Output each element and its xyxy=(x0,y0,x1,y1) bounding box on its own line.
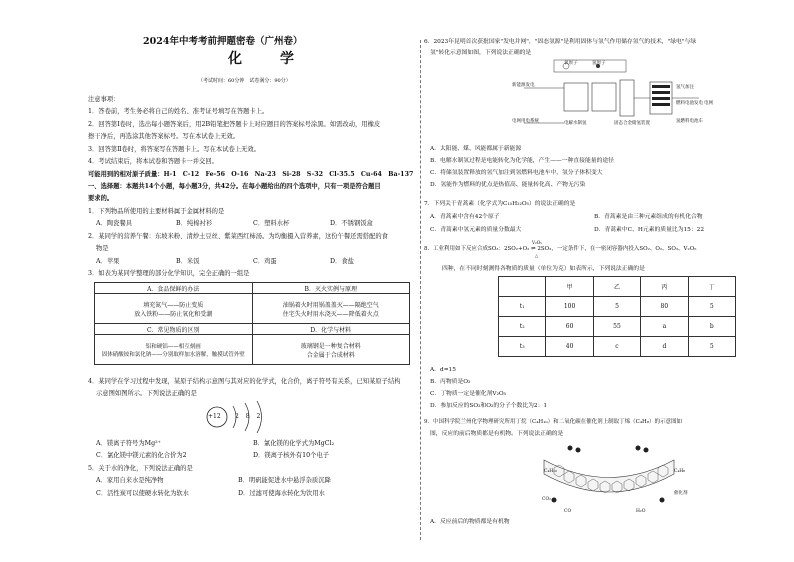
table-row xyxy=(499,337,736,357)
q8-cell: t₂ xyxy=(499,317,546,337)
q8-catalyst: V₂O₅ xyxy=(532,240,542,245)
q2-option-b: B．米饭 xyxy=(176,258,200,265)
q8-cell: b xyxy=(688,317,735,337)
q8-head-yi: 乙 xyxy=(593,277,640,297)
q4-stem-1: 4．某同学在学习过程中发现，某原子结构示意图与其对应的化学式，化合价，离子符号有关系，已知某原子结构 xyxy=(88,378,401,385)
q8-cell: 60 xyxy=(546,317,593,337)
label-butane: C₄H₁₀ xyxy=(544,469,557,474)
q3-cell-d-body: 玻璃钢是一种复合材料 合金属于合成材料 xyxy=(252,335,410,365)
label-electrolysis: 电解水制氢 xyxy=(564,121,587,126)
q8-cell: 5 xyxy=(688,337,735,357)
note-3: 3．回答第Ⅱ卷时，将答案写在答题卡上。写在本试卷上无效。 xyxy=(88,146,261,153)
q3-cell-d-head: D．化学与材料 xyxy=(252,324,410,335)
q6-option-b: B．电解水制氢过程是电能转化为化学能，产生——一种直接能量的途径 xyxy=(430,158,614,164)
q3-cell-a-body: 填充氮气——防止变质 放入铁粉——防止氧化和受潮 xyxy=(95,294,253,324)
legend-hydrogen-atom: 氢原子 xyxy=(592,61,606,66)
note-4: 4．考试结束后，将本试卷和答题卡一并交回。 xyxy=(88,158,218,165)
right-column xyxy=(424,0,754,562)
q8-option-c: C．丁物质一定是催化剂V₂O₅ xyxy=(430,391,506,397)
q2-stem-2: 物是 xyxy=(96,245,109,252)
q2-stem-1: 2．某同学的营养午餐：东坡米粉、清炒土豆丝、紫菜西红柿汤。为均衡摄入营养素，这份午餐还需搭配的食 xyxy=(88,233,388,240)
q3-cell-c-body: 铝和硬铝——相互刻画 固体硝酸铵和氯化钠——分别取样加水溶解，触摸试管外壁 xyxy=(95,335,253,365)
table-row xyxy=(499,297,736,317)
q6-option-a: A．太阳能、煤、风能都属于新能源 xyxy=(430,146,522,152)
atom-shells: 2 8 2 xyxy=(235,413,261,420)
label-renewable-power: 新能源发电 xyxy=(512,83,535,88)
label-hydrogen-storage: 固态合金储氢装置 xyxy=(614,121,650,126)
q5-option-d: D．过滤可使海水转化为饮用水 xyxy=(238,490,325,497)
q8-stem-1: 8．工业利用如下反应合成SO₃：2SO₂+O₂ ⇌ 2SO₃，一定条件下，在一密闭容器内投入SO₂、O₂、SO₃、V₂O₅ xyxy=(424,246,697,252)
q1-stem: 1．下列物品所使用的主要材料属于金属材料的是 xyxy=(88,208,225,215)
q3-cell-b-body: 油锅着火时用锅盖盖灭——隔绝空气 住宅失火时用水浇灭——降低着火点 xyxy=(252,294,410,324)
label-fuel-cell-power: 燃料电池发电 xyxy=(676,101,703,106)
q7-option-c: C．青蒿素中氢元素的质量分数最大 xyxy=(430,227,522,233)
section-1-line2: 要求的。 xyxy=(88,195,114,202)
q8-head-bing: 丙 xyxy=(641,277,688,297)
left-column xyxy=(88,0,416,562)
q8-head-ding: 丁 xyxy=(688,277,735,297)
note-1: 1．答卷前，考生务必将自己的姓名、准考证号填写在答题卡上。 xyxy=(88,108,269,115)
label-grid-usage: 电网用电系统 xyxy=(512,119,539,124)
q7-option-a: A．青蒿素中含有42个原子 xyxy=(430,214,500,220)
q8-cell: 80 xyxy=(641,297,688,317)
q5-option-c: C．活性炭可以使硬水转化为软水 xyxy=(96,490,189,497)
label-fuel-cell-car: 氢燃料电池车 xyxy=(676,119,703,124)
q8-cell: a xyxy=(641,317,688,337)
q9-option-a: A．反应前后的物质都是有机物 xyxy=(430,519,510,525)
q9-stem-1: 9．中国科学院兰州化学物理研究所用丁烷（C₄H₁₀）和二氧化碳在催化剂上制取丁烯（C₄H₈）的示意图如 xyxy=(424,419,683,425)
q4-stem-2: 示意图如图所示。下列说法正确的是 xyxy=(96,390,197,397)
q8-cell: 40 xyxy=(546,337,593,357)
q6-stem-1: 6．2023年昆明首次获批国家"发电并网"，"固态氢源"是利用固体与氢气作用储存氢气的技术，"绿电"与绿 xyxy=(424,39,697,45)
label-butene: C₄H₈ xyxy=(674,469,685,474)
note-2: 2．回答第Ⅰ卷时，选出每小题答案后，用2B铅笔把答题卡上对应题目的答案标号涂黑。如需改动，用橡皮 xyxy=(88,121,381,128)
q8-cell: t₃ xyxy=(499,337,546,357)
q6-option-c: C．将储氢装置释放的氢气加注到氢燃料电池车中，氢分子体积变大 xyxy=(430,170,603,176)
exam-info: （考试时间：60分钟 试卷满分：90分） xyxy=(198,78,291,84)
q2-option-a: A．苹果 xyxy=(96,258,120,265)
section-1-line1: 一、选择题：本题共14个小题，每小题3分，共42分。在每小题给出的四个选项中，只有一项是符合题目 xyxy=(88,183,381,190)
table-row xyxy=(499,317,736,337)
q4-option-c: C．氯化镁中镁元素的化合价为2 xyxy=(96,452,187,459)
q8-mass-table xyxy=(498,276,736,357)
label-grid: 电网 xyxy=(704,101,713,106)
q5-option-b: B．明矾能促进水中悬浮杂质沉降 xyxy=(238,477,331,484)
q5-option-a: A．家用自来水是纯净物 xyxy=(96,477,164,484)
q8-cell: 5 xyxy=(593,297,640,317)
q8-cell: 55 xyxy=(593,317,640,337)
q3-stem: 3．如表为某同学整理的部分化学知识，完全正确的一组是 xyxy=(88,270,250,277)
q8-stem-2: 四种，在不同时刻测得各物质的质量（单位为克）如表所示，下列说法正确的是 xyxy=(442,266,645,272)
q8-option-b: B．丙物质是O₂ xyxy=(430,379,471,385)
notes-heading: 注意事项： xyxy=(88,96,120,103)
q1-option-b: B．纯棉衬衫 xyxy=(176,220,213,227)
q7-option-b: B．青蒿素是由三种元素组成的有机化合物 xyxy=(594,214,703,220)
q2-option-d: D．食盐 xyxy=(330,258,354,265)
label-catalyst: 催化剂 xyxy=(674,491,688,496)
subject-title: 化 学 xyxy=(228,51,306,67)
label-water: H₂O xyxy=(636,509,646,514)
q3-knowledge-table xyxy=(94,282,410,365)
exam-title: 2024年中考考前押题密卷（广州卷） xyxy=(143,36,303,47)
q8-condition: △ xyxy=(535,253,539,258)
q8-cell: t₁ xyxy=(499,297,546,317)
q8-cell: d xyxy=(641,337,688,357)
q6-option-d: D．氢能作为燃料的优点是热值高、能量转化高、产物无污染 xyxy=(430,182,586,188)
q5-stem: 5．关于水的净化，下列说法正确的是 xyxy=(88,465,193,472)
catalyst-reaction-diagram xyxy=(534,440,684,512)
label-co2: CO₂ xyxy=(542,497,551,502)
q8-option-d: D．参加反应的SO₂和O₂的分子个数比为2：1 xyxy=(430,403,548,409)
q8-head-jia: 甲 xyxy=(546,277,593,297)
q3-cell-c-head: C．常见物质的区别 xyxy=(95,324,253,335)
q8-cell: 100 xyxy=(546,297,593,317)
q4-option-d: D．镁离子核外有10个电子 xyxy=(253,452,330,459)
atom-nucleus: +12 xyxy=(208,413,221,420)
q6-stem-2: 氢"转化示意图如图，下列说法正确的是 xyxy=(430,50,532,56)
q1-option-a: A．陶瓷餐具 xyxy=(96,220,133,227)
q2-option-c: C．鸡蛋 xyxy=(253,258,277,265)
legend-oxygen-atom: 氧原子 xyxy=(564,61,578,66)
note-2b: 擦干净后，再选涂其他答案标号。写在本试卷上无效。 xyxy=(88,133,240,140)
column-divider xyxy=(420,40,421,540)
q3-cell-b-head: B．灭火实例与原理 xyxy=(252,283,410,294)
q8-cell: 5 xyxy=(688,297,735,317)
q1-option-c: C．塑料水杯 xyxy=(253,220,290,227)
q7-option-d: D．青蒿素中C、H元素的质量比为15：22 xyxy=(594,227,705,233)
q9-stem-2: 图，反应的前后物质都是有机物。下列说法正确的是 xyxy=(430,431,564,437)
q1-option-d: D．不锈钢饭盒 xyxy=(330,220,373,227)
q8-head-0 xyxy=(499,277,546,297)
atomic-masses: 可能用到的相对原子质量：H-1 C-12 Fe-56 O-16 Na-23 Si-28 S-32 Cl-35.5 Cu-64 Ba-137 xyxy=(88,171,414,178)
q7-stem: 7．下列关于青蒿素（化学式为C₁₅H₂₂O₅）的说法正确的是 xyxy=(424,201,576,207)
label-co: CO xyxy=(564,509,572,514)
q4-option-a: A．镁离子符号为Mg²⁺ xyxy=(96,440,161,447)
label-hydrogen-refuel: 氢气加注 xyxy=(676,85,694,90)
q8-cell: c xyxy=(593,337,640,357)
q8-option-a: A．d=15 xyxy=(430,367,456,373)
q3-cell-a-head: A．食品保鲜的办法 xyxy=(95,283,253,294)
q4-option-b: B．氯化镁的化学式为MgCl₂ xyxy=(253,440,335,447)
